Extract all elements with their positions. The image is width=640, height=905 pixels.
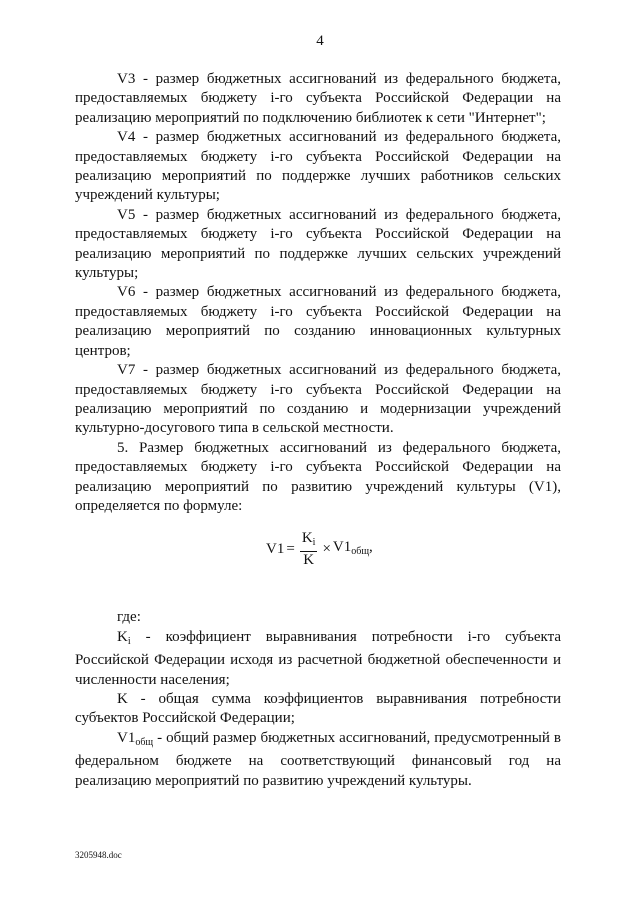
numerator-symbol: K	[301, 530, 313, 547]
formula-lhs: V1	[266, 541, 285, 558]
formula-trail: ,	[369, 539, 373, 556]
where-label: где:	[117, 609, 141, 626]
paragraph-v4: V4 - размер бюджетных ассигнований из федерального бюджета, предоставляемых бюджету i-го субъекта Российской Федерации на реализацию мероприятий по поддержке лучших работников сельских учреждений культуры;	[75, 129, 561, 204]
paragraph-v7: V7 - размер бюджетных ассигнований из федерального бюджета, предоставляемых бюджету i-го субъекта Российской Федерации на реализацию мероприятий по созданию и модернизации учреждений культурно-досугового типа в сельской местности.	[75, 362, 561, 437]
formula-fraction	[300, 530, 318, 569]
def-ki-subscript: i	[127, 635, 131, 647]
def-v1-symbol: V1	[117, 729, 136, 746]
def-k-text: - общая сумма коэффициентов выравнивания потребности субъектов Российской Федерации;	[75, 690, 561, 727]
formula-block	[75, 516, 561, 594]
formula-equals: =	[286, 541, 295, 558]
definition-v1-total	[75, 729, 561, 791]
paragraph-v6: V6 - размер бюджетных ассигнований из федерального бюджета, предоставляемых бюджету i-го субъекта Российской Федерации на реализацию мероприятий по созданию инновационных культурных центров;	[75, 284, 561, 359]
def-v1-text: - общий размер бюджетных ассигнований, предусмотренный в федеральном бюджете на соответствующий финансовый год на реализацию мероприятий по развитию учреждений культуры.	[75, 729, 561, 789]
def-v1-subscript: общ	[135, 736, 154, 748]
definition-ki	[75, 628, 561, 690]
rhs-symbol: V1	[332, 539, 352, 556]
paragraph-v3: V3 - размер бюджетных ассигнований из федерального бюджета, предоставляемых бюджету i-го субъекта Российской Федерации на реализацию мероприятий по подключению библиотек к сети "Интернет";	[75, 71, 561, 126]
formula-times: ×	[322, 541, 331, 558]
numerator-subscript: i	[312, 537, 316, 549]
paragraph-item-5: 5. Размер бюджетных ассигнований из федерального бюджета, предоставляемых бюджету i-го субъекта Российской Федерации на реализацию мероприятий по развитию учреждений культуры (V1), определяется по формуле:	[75, 439, 561, 514]
def-k-symbol: K	[117, 690, 128, 707]
document-body	[75, 70, 561, 791]
rhs-subscript: общ	[351, 546, 370, 558]
definition-k	[75, 690, 561, 729]
paragraph-v5: V5 - размер бюджетных ассигнований из федерального бюджета, предоставляемых бюджету i-го субъекта Российской Федерации на реализацию мероприятий по поддержке лучших сельских учреждений культуры;	[75, 206, 561, 282]
def-ki-symbol: K	[117, 628, 128, 645]
formula-denominator: K	[303, 552, 315, 569]
formula	[266, 530, 373, 569]
footer-filename: 3205948.doc	[75, 850, 122, 860]
formula-rhs	[333, 538, 373, 561]
formula-numerator	[300, 530, 318, 552]
page-number: 4	[316, 33, 324, 49]
def-ki-text: - коэффициент выравнивания потребности i-го субъекта Российской Федерации исходя из расчетной бюджетной обеспеченности и численности населения;	[75, 628, 561, 688]
